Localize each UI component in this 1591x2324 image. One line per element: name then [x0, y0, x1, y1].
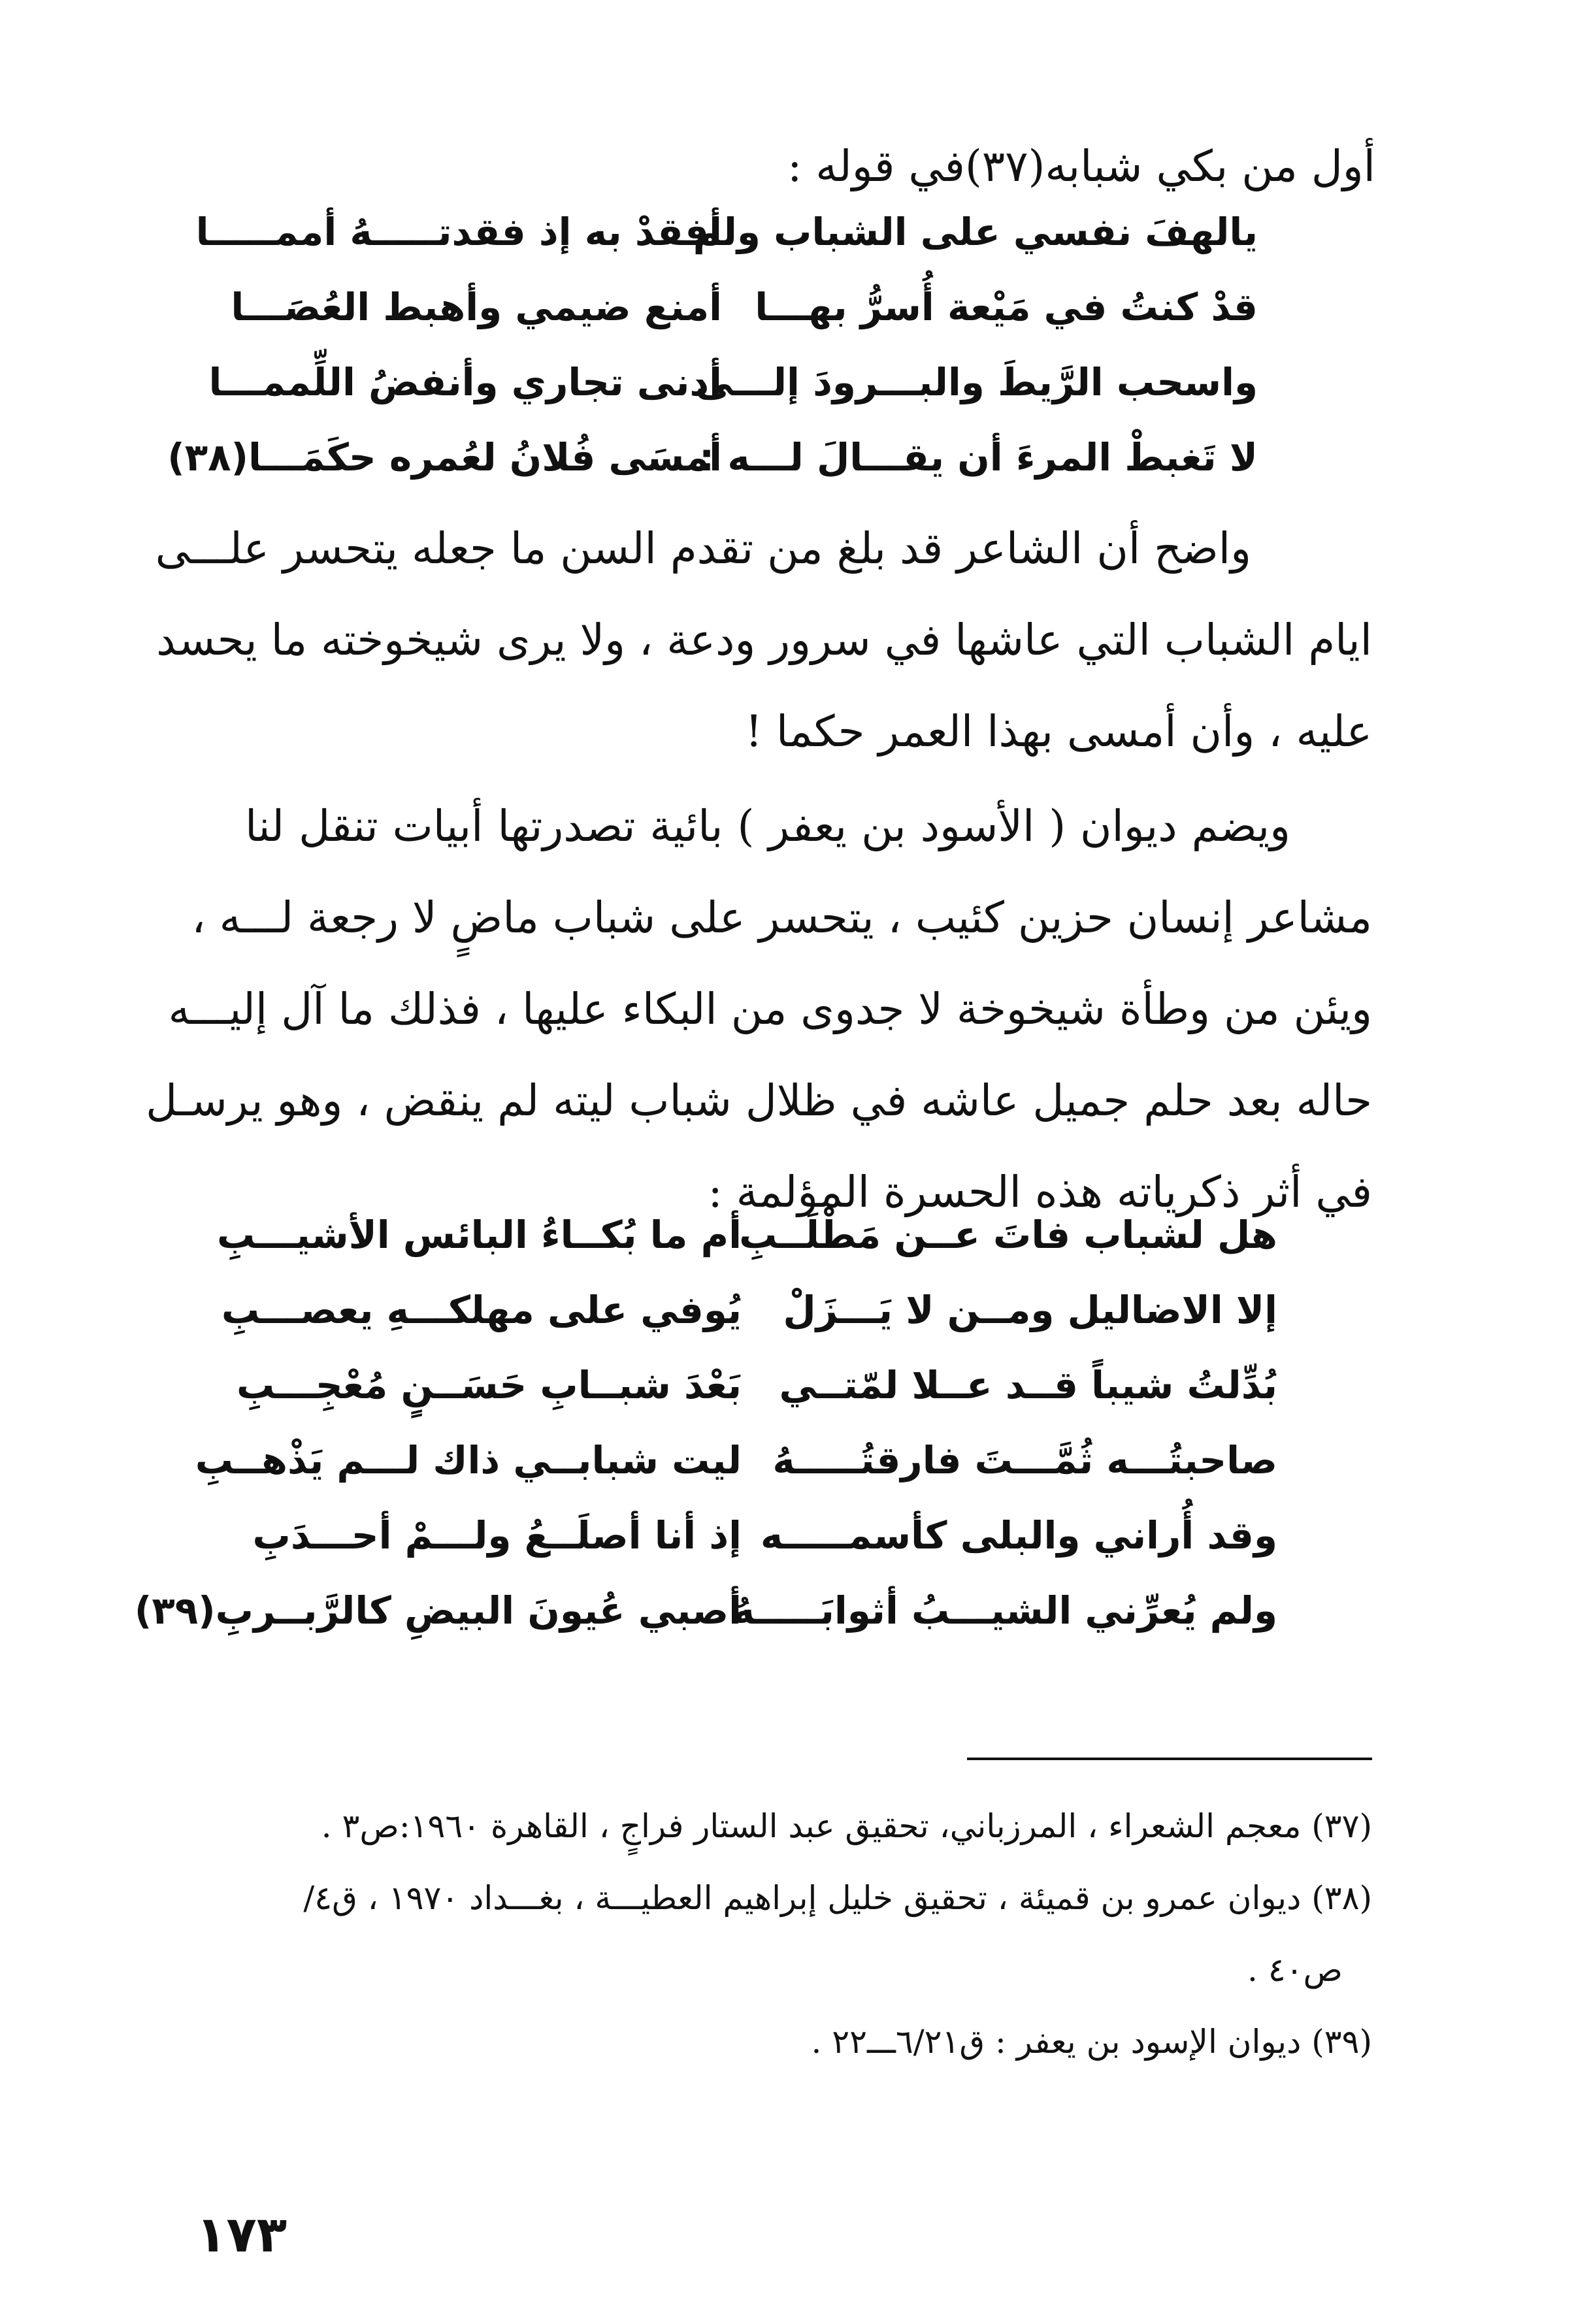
footnote-divider: [967, 1758, 1372, 1760]
verse-left: أمسَى فُلانُ لعُمره حكَمَـــا(٣٨): [167, 435, 722, 480]
paragraph-line: عليه ، وأن أمسى بهذا العمر حكما !: [745, 706, 1372, 757]
verse-right: واسحب الرَّيطَ والبـــرودَ إلـــى: [695, 360, 1258, 404]
footnote-39: (٣٩) ديوان الإسود بن يعفر : ق٦/٢١ـــ٢٢ .: [811, 2023, 1372, 2061]
verse-right: إلا الاضاليل ومــن لا يَـــزَلْ: [783, 1288, 1277, 1332]
footnote-38-continued: ص٤٠ .: [1247, 1951, 1343, 1989]
verse-right: قدْ كنتُ في مَيْعة أُسرُّ بهـــا: [755, 285, 1258, 329]
paragraph-line: ويئن من وطأة شيخوخة لا جدوى من البكاء عليها ، فذلك ما آل إليـــه: [168, 984, 1372, 1034]
verse-right: ولم يُعرِّني الشيـــبُ أثوابَـــــهُ: [732, 1588, 1277, 1633]
verse-left: إذ أنا أصلَــعُ ولـــمْ أحـــدَبِ: [252, 1513, 742, 1558]
paragraph-line: ويضم ديوان ( الأسود بن يعفر ) بائية تصدرتها أبيات تنقل لنا: [245, 801, 1290, 851]
paragraph-line: حاله بعد حلم جميل عاشه في ظلال شباب ليته لم ينقض ، وهو يرسـل: [146, 1075, 1372, 1126]
verse-right: بُدِّلتُ شيباً قــد عــلا لمّتــي: [779, 1363, 1277, 1407]
verse-right: لا تَغبطْ المرءَ أن يقـــالَ لـــه :: [698, 435, 1258, 480]
footnote-38: (٣٨) ديوان عمرو بن قميئة ، تحقيق خليل إبراهيم العطيـــة ، بغـــداد ١٩٧٠ ، ق٤/: [303, 1879, 1372, 1917]
verse-left: أم ما بُكــاءُ البائس الأشيـــبِ: [217, 1213, 742, 1257]
verse-right: وقد أُراني والبلى كأسمـــــه: [760, 1513, 1277, 1558]
verse-left: أفقدْ به إذ فقدتـــــهُ أممـــــا: [195, 210, 722, 254]
verse-left: أمنع ضيمي وأهبط العُصَـــا: [231, 285, 722, 329]
verse-left: يُوفي على مهلكـــهِ يعصـــبِ: [221, 1288, 742, 1332]
paragraph-line: واضح أن الشاعر قد بلغ من تقدم السن ما جعله يتحسر علـــى: [155, 523, 1251, 574]
verse-right: هل لشباب فاتَ عــن مَطْلَــبِ: [739, 1213, 1277, 1257]
paragraph-line: مشاعر إنسان حزين كئيب ، يتحسر على شباب ماضٍ لا رجعة لـــه ،: [191, 892, 1372, 943]
intro-line: أول من بكي شبابه(٣٧)في قوله :: [787, 141, 1375, 191]
verse-left: ليت شبابــي ذاك لـــم يَذْهــبِ: [195, 1438, 742, 1482]
verse-left: بَعْدَ شبــابِ حَسَــنٍ مُعْجِـــبِ: [236, 1363, 742, 1407]
footnote-37: (٣٧) معجم الشعراء ، المرزباني، تحقيق عبد الستار فراجٍ ، القاهرة ١٩٦٠:ص٣ .: [321, 1807, 1372, 1845]
paragraph-line: في أثر ذكرياته هذه الحسرة المؤلمة :: [708, 1167, 1372, 1217]
paragraph-line: ايام الشباب التي عاشها في سرور ودعة ، ولا يرى شيخوخته ما يحسد: [156, 615, 1372, 665]
page-number: ١٧٣: [196, 2205, 287, 2263]
verse-right: صاحبتُـــه ثُمَّـــتَ فارقتُـــــهُ: [772, 1438, 1277, 1482]
verse-left: أصبي عُيونَ البيضِ كالرَّبــربِ(٣٩): [134, 1588, 742, 1633]
verse-right: يالهفَ نفسي على الشباب ولم: [693, 210, 1258, 254]
verse-left: أدنى تجاري وأنفضُ اللِّممـــا: [208, 360, 722, 404]
